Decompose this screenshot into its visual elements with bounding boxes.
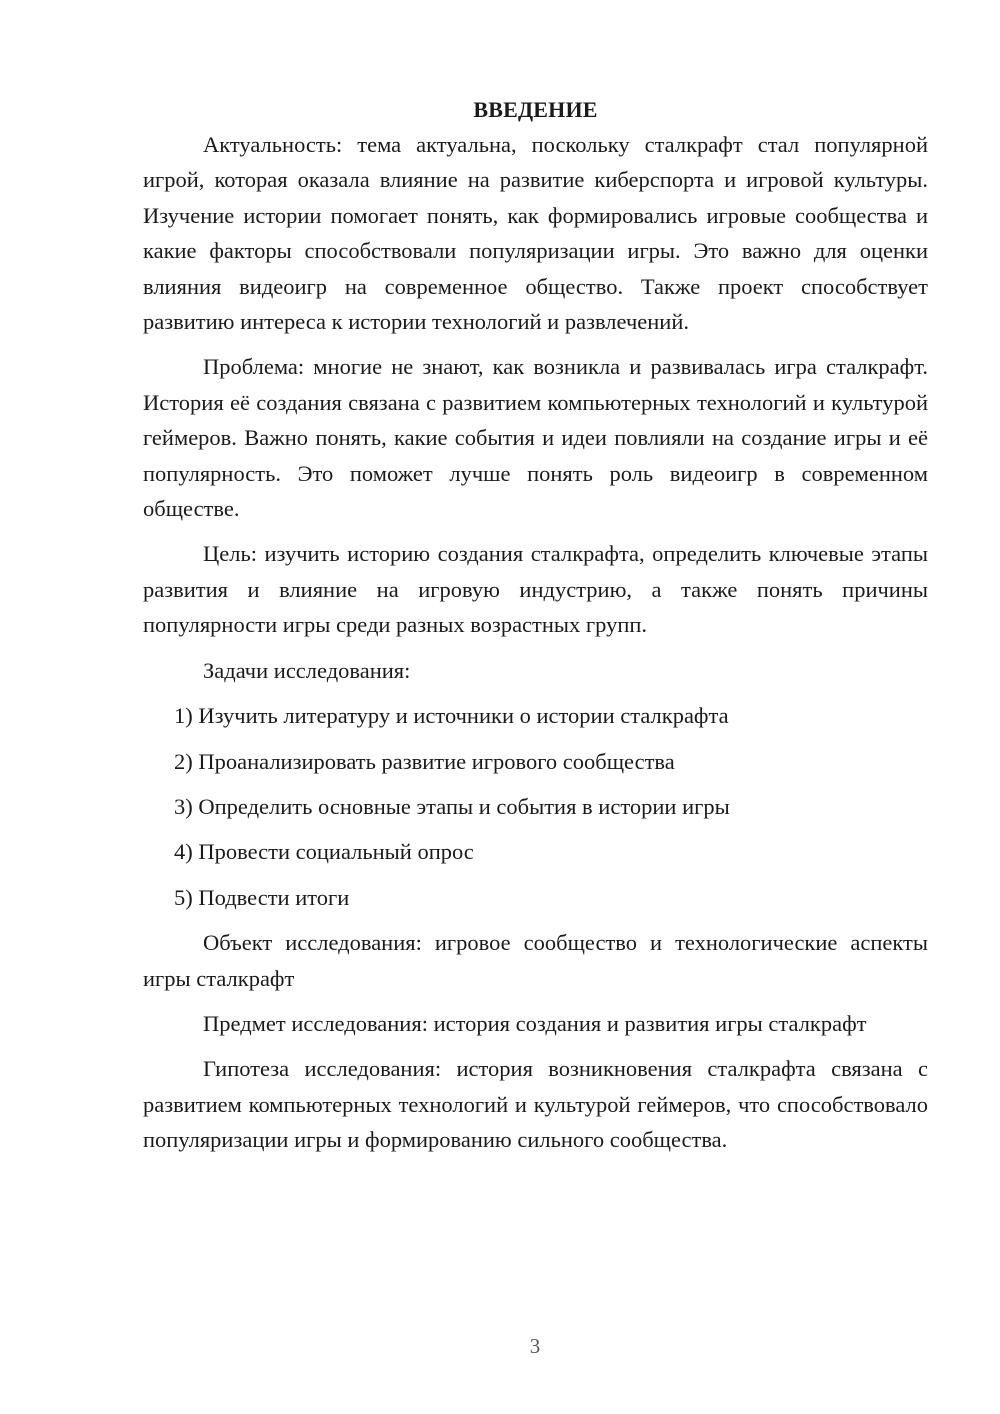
document-page: [143, 92, 928, 1158]
list-item: 4) Провести социальный опрос: [174, 839, 474, 865]
page-title: ВВЕДЕНИЕ: [473, 97, 598, 122]
subject-paragraph: Предмет исследования: история создания и развития игры сталкрафт: [203, 1010, 867, 1036]
problem-paragraph: Проблема: многие не знают, как возникла и развивалась игра сталкрафт. История её создания связана с развитием компьютерных технологий и культурой геймеров. Важно понять, какие события и идеи повлияли на создание игры и её популярность. Это поможет лучше понять роль видеоигр в современном обществе.: [143, 354, 928, 522]
list-item: 5) Подвести итоги: [174, 884, 350, 910]
list-item: 1) Изучить литературу и источники о истории сталкрафта: [174, 703, 729, 729]
list-item: 3) Определить основные этапы и события в истории игры: [174, 793, 730, 819]
tasks-label: Задачи исследования:: [203, 657, 411, 683]
list-item: 2) Проанализировать развитие игрового сообщества: [174, 748, 675, 774]
relevance-paragraph: Актуальность: тема актуальна, поскольку сталкрафт стал популярной игрой, которая оказала влияние на развитие киберспорта и игровой культуры. Изучение истории помогает понять, как формировались игровые сообщества и какие факторы способствовали популяризации игры. Это важно для оценки влияния видеоигр на современное общество. Также проект способствует развитию интереса к истории технологий и развлечений.: [143, 132, 928, 335]
hypothesis-paragraph: Гипотеза исследования: история возникновения сталкрафта связана с развитием компьютерных технологий и культурой геймеров, что способствовало популяризации игры и формированию сильного сообщества.: [143, 1056, 928, 1153]
goal-paragraph: Цель: изучить историю создания сталкрафта, определить ключевые этапы развития и влияние на игровую индустрию, а также понять причины популярности игры среди разных возрастных групп.: [143, 541, 928, 638]
object-paragraph: Объект исследования: игровое сообщество и технологические аспекты игры сталкрафт: [143, 930, 928, 991]
page-number: 3: [529, 1334, 541, 1358]
tasks-list: [143, 698, 928, 915]
